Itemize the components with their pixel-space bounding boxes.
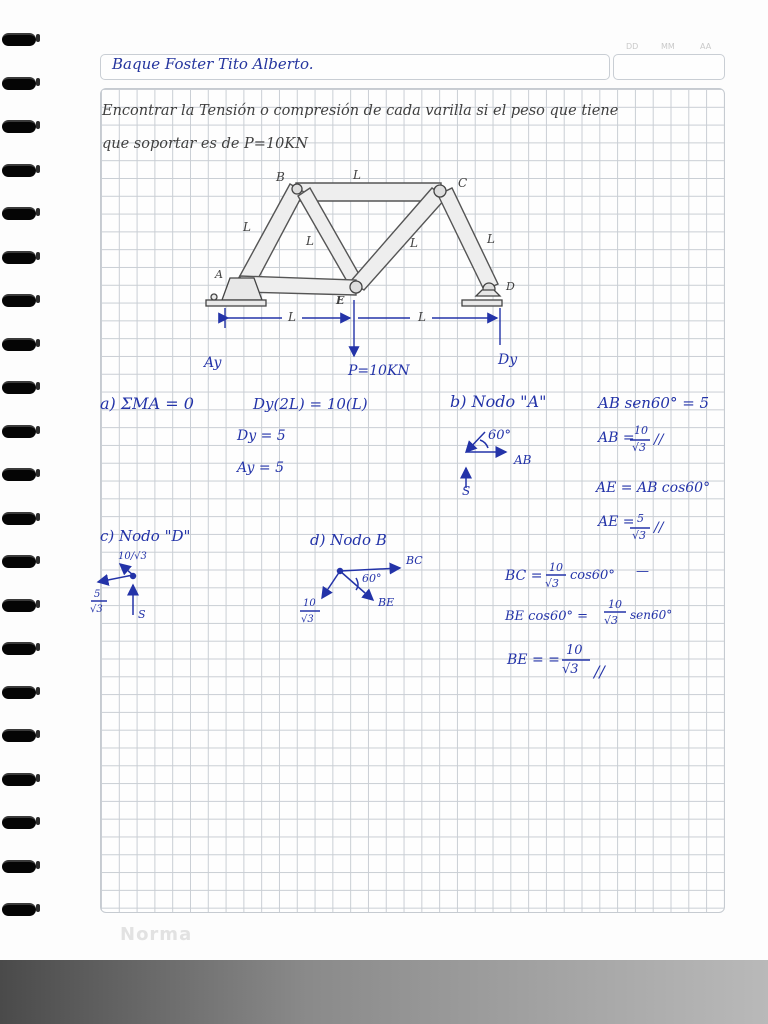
part-c-heading: c) Nodo "D" — [100, 527, 191, 545]
problem-statement-line1: Encontrar la Tensión o compresión de cada varilla si el peso que tiene — [102, 103, 619, 119]
part-d-eq3-num: 10 — [566, 643, 583, 658]
reaction-ay-label: Ay — [204, 355, 222, 371]
part-b-angle: 60° — [488, 428, 512, 443]
part-d-eq2-den: √3 — [604, 614, 619, 627]
part-d-heading: d) Nodo B — [310, 531, 387, 549]
part-b-eq2-num: 10 — [634, 424, 648, 437]
date-label-aa: AA — [700, 42, 712, 51]
part-d-eq1-tail: — — [636, 564, 649, 579]
part-d-left-num: 10 — [303, 598, 316, 609]
part-b-eq4-den: √3 — [632, 529, 647, 542]
part-c-left-den: √3 — [90, 604, 103, 615]
part-a-ay-result: Ay = 5 — [237, 460, 284, 476]
node-a-label: A — [215, 268, 223, 281]
part-a-heading: a) ΣMA = 0 — [100, 394, 194, 413]
part-b-heading: b) Nodo "A" — [450, 392, 547, 411]
part-d-be-force: BE — [378, 596, 395, 609]
dimension-right-label: L — [418, 310, 426, 324]
member-ec-length: L — [410, 236, 418, 250]
dimension-left-label: L — [288, 310, 296, 324]
part-b-eq4-num: 5 — [637, 512, 644, 525]
part-c-top-force: 10/√3 — [118, 551, 147, 562]
part-d-eq3-lhs: BE = = — [507, 652, 560, 668]
member-be-length: L — [306, 234, 314, 248]
part-d-eq2-rhs: sen60° — [630, 608, 673, 622]
part-d-left-den: √3 — [301, 614, 314, 625]
part-d-eq1-num: 10 — [549, 561, 563, 574]
part-b-eq4-mark: // — [654, 520, 664, 536]
problem-statement-line2: que soportar es de P=10KN — [102, 136, 308, 152]
date-label-dd: DD — [626, 42, 639, 51]
part-a-moment-eq: Dy(2L) = 10(L) — [253, 395, 368, 413]
dimension-lines — [225, 300, 500, 356]
part-c-s-force: S — [138, 608, 146, 621]
truss-members — [236, 183, 498, 295]
part-d-angle: 60° — [362, 572, 382, 585]
part-b-eq2-mark: // — [654, 432, 664, 448]
part-b-eq1: AB sen60° = 5 — [598, 394, 710, 412]
part-d-eq3-mark: // — [594, 662, 605, 681]
date-label-mm: MM — [661, 42, 675, 51]
part-a-dy-result: Dy = 5 — [237, 428, 286, 444]
student-name: Baque Foster Tito Alberto. — [112, 55, 314, 73]
part-c-left-num: 5 — [94, 589, 101, 600]
node-e-label: E — [336, 294, 345, 307]
part-d-bc-force: BC — [406, 554, 423, 567]
member-bc-length: L — [353, 168, 361, 182]
member-ab-length: L — [243, 220, 251, 234]
member-cd-length: L — [487, 232, 495, 246]
brand-watermark: Norma — [120, 924, 193, 945]
reaction-dy-label: Dy — [498, 352, 518, 368]
part-d-eq1-rhs: cos60° — [570, 568, 615, 583]
part-b-s-force: S — [462, 484, 471, 498]
part-b-eq2-lhs: AB = — [598, 430, 635, 446]
node-b-label: B — [276, 170, 285, 184]
node-d-label: D — [506, 280, 515, 293]
part-d-eq1-den: √3 — [545, 577, 560, 590]
part-b-eq2-den: √3 — [632, 441, 647, 454]
part-d-eq1-lhs: BC = — [505, 568, 543, 584]
part-d-eq2-lhs: BE cos60° = — [505, 609, 589, 624]
part-d-eq3-den: √3 — [562, 662, 579, 677]
part-b-eq4-lhs: AE = — [598, 514, 635, 530]
load-label: P=10KN — [348, 363, 410, 379]
part-b-eq3: AE = AB cos60° — [596, 480, 711, 496]
part-d-eq2-num: 10 — [608, 598, 622, 611]
node-c-label: C — [458, 176, 468, 190]
part-b-ab-force: AB — [514, 453, 532, 467]
